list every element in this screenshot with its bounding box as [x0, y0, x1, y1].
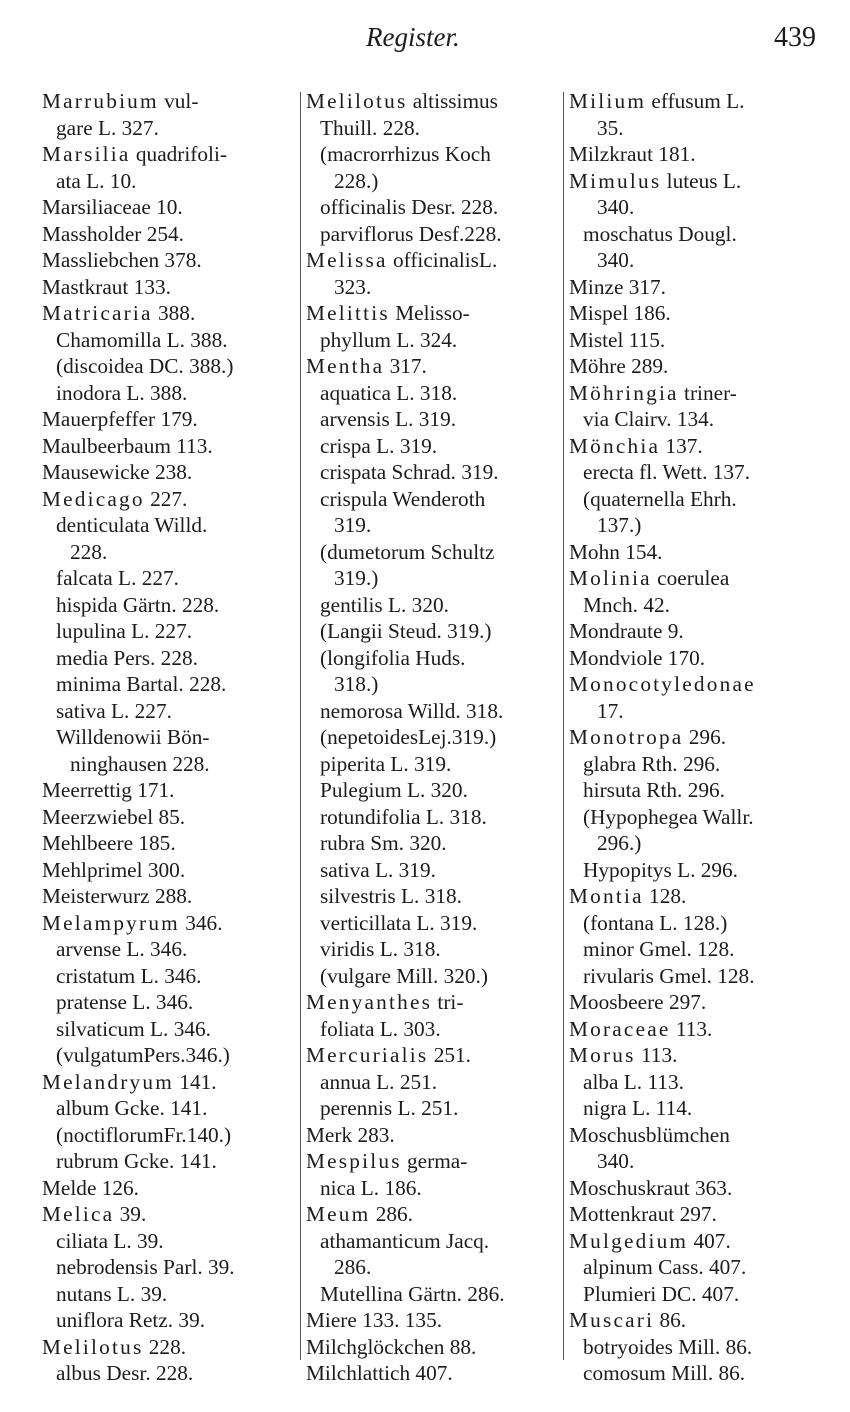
index-subentry: ata L. 10.: [56, 168, 137, 193]
index-subentry: (dumetorum Schultz: [320, 539, 495, 564]
index-subentry: (noctiflorumFr.140.): [56, 1122, 232, 1147]
index-entry: Mottenkraut 297.: [569, 1202, 717, 1226]
index-subentry: crispa L. 319.: [320, 433, 438, 458]
index-subentry: gare L. 327.: [56, 115, 159, 140]
index-subentry: (fontana L. 128.): [583, 910, 728, 935]
index-entry: Milzkraut 181.: [569, 142, 696, 166]
index-subentry: ciliata L. 39.: [56, 1228, 164, 1253]
index-subentry: phyllum L. 324.: [320, 327, 458, 352]
index-entry: Mausewicke 238.: [42, 460, 193, 484]
index-headword-entry: Muscari 86.: [569, 1308, 687, 1332]
index-headword-entry: Mönchia 137.: [569, 433, 703, 458]
page-number: 439: [774, 22, 816, 53]
index-subentry: falcata L. 227.: [56, 566, 179, 590]
index-subentry: 17.: [597, 698, 624, 723]
index-subentry: Mutellina Gärtn. 286.: [320, 1281, 505, 1306]
index-subentry: Pulegium L. 320.: [320, 778, 468, 802]
index-entry: Minze 317.: [569, 274, 667, 299]
index-entry: Mohn 154.: [569, 539, 663, 564]
index-subentry: gentilis L. 320.: [320, 592, 449, 617]
index-subentry: Willdenowii Bön-: [56, 725, 210, 749]
index-subentry: annua L. 251.: [320, 1069, 438, 1094]
index-subentry: (Langii Steud. 319.): [320, 619, 492, 643]
index-subentry: 340.: [597, 1149, 635, 1173]
index-subentry: Mnch. 42.: [583, 592, 670, 617]
index-headword-entry: Matricaria 388.: [42, 301, 196, 325]
index-subentry: botryoides Mill. 86.: [583, 1334, 753, 1359]
index-subentry: 318.): [334, 672, 379, 696]
index-subentry: piperita L. 319.: [320, 751, 452, 776]
index-subentry: hirsuta Rth. 296.: [583, 778, 725, 802]
index-subentry: (macrorrhizus Koch: [320, 142, 491, 166]
index-headword-entry: Melittis Melisso-: [306, 301, 470, 325]
index-entry: Mastkraut 133.: [42, 274, 171, 299]
index-subentry: 323.: [334, 274, 372, 299]
index-subentry: alba L. 113.: [583, 1069, 684, 1094]
index-headword-entry: Marsilia quadrifoli-: [42, 142, 227, 166]
running-title: Register.: [366, 22, 460, 52]
index-subentry: inodora L. 388.: [56, 380, 188, 405]
index-subentry: album Gcke. 141.: [56, 1096, 208, 1120]
index-subentry: arvense L. 346.: [56, 937, 188, 961]
index-subentry: nemorosa Willd. 318.: [320, 698, 504, 723]
page-header: [0, 22, 850, 62]
index-subentry: sativa L. 227.: [56, 698, 172, 723]
index-headword-entry: Morus 113.: [569, 1043, 678, 1067]
index-headword-entry: Melandryum 141.: [42, 1069, 217, 1094]
index-entry: Möhre 289.: [569, 354, 669, 378]
index-entry: Melde 126.: [42, 1175, 140, 1200]
index-subentry: parviflorus Desf.228.: [320, 221, 502, 246]
index-entry: Mistel 115.: [569, 327, 666, 352]
index-entry: Milchlattich 407.: [306, 1361, 453, 1385]
index-subentry: athamanticum Jacq.: [320, 1228, 490, 1253]
index-subentry: uniflora Retz. 39.: [56, 1308, 206, 1332]
index-entry: Merk 283.: [306, 1122, 395, 1147]
index-subentry: comosum Mill. 86.: [583, 1361, 746, 1385]
index-subentry: foliata L. 303.: [320, 1016, 441, 1041]
index-entry: Moschuskraut 363.: [569, 1175, 733, 1200]
index-subentry: aquatica L. 318.: [320, 380, 458, 405]
index-headword-entry: Mentha 317.: [306, 354, 427, 378]
index-headword-entry: Mulgedium 407.: [569, 1228, 731, 1253]
index-headword-entry: Mespilus germa-: [306, 1149, 468, 1173]
index-subentry: 319.): [334, 566, 379, 590]
index-subentry: glabra Rth. 296.: [583, 751, 721, 776]
column-divider: [300, 92, 301, 1360]
index-subentry: via Clairv. 134.: [583, 407, 715, 431]
index-entry: Massliebchen 378.: [42, 248, 202, 272]
index-subentry: rotundifolia L. 318.: [320, 804, 487, 829]
index-subentry: arvensis L. 319.: [320, 407, 457, 431]
index-subentry: (longifolia Huds.: [320, 645, 466, 670]
index-headword-entry: Melilotus 228.: [42, 1334, 187, 1359]
index-subentry: Chamomilla L. 388.: [56, 327, 228, 352]
index-headword-entry: Mimulus luteus L.: [569, 168, 742, 193]
index-headword-entry: Melampyrum 346.: [42, 910, 223, 935]
index-column-1: [42, 88, 298, 1387]
index-subentry: moschatus Dougl.: [583, 221, 737, 246]
index-subentry: media Pers. 228.: [56, 645, 198, 670]
index-subentry: 296.): [597, 831, 642, 855]
index-headword-entry: Melica 39.: [42, 1202, 147, 1226]
index-subentry: lupulina L. 227.: [56, 619, 193, 643]
index-subentry: 137.): [597, 513, 642, 537]
index-subentry: crispula Wenderoth: [320, 486, 486, 511]
index-entry: Moschusblümchen: [569, 1122, 730, 1147]
index-entry: Maulbeerbaum 113.: [42, 433, 213, 458]
index-subentry: albus Desr. 228.: [56, 1361, 194, 1385]
index-subentry: pratense L. 346.: [56, 990, 194, 1014]
index-subentry: 319.: [334, 513, 372, 537]
index-subentry: ninghausen 228.: [70, 751, 210, 776]
index-subentry: erecta fl. Wett. 137.: [583, 460, 751, 484]
index-entry: Moosbeere 297.: [569, 990, 707, 1014]
index-subentry: 35.: [597, 115, 624, 140]
index-subentry: 228.): [334, 168, 379, 193]
index-headword-entry: Milium effusum L.: [569, 89, 745, 113]
index-headword-entry: Meum 286.: [306, 1202, 413, 1226]
index-subentry: alpinum Cass. 407.: [583, 1255, 747, 1279]
index-subentry: Thuill. 228.: [320, 115, 420, 140]
index-subentry: perennis L. 251.: [320, 1096, 459, 1120]
index-headword-entry: Melissa officinalisL.: [306, 248, 498, 272]
index-subentry: rivularis Gmel. 128.: [583, 963, 755, 988]
index-subentry: nigra L. 114.: [583, 1096, 693, 1120]
index-subentry: 228.: [70, 539, 108, 564]
index-headword-entry: Menyanthes tri-: [306, 990, 464, 1014]
index-subentry: nutans L. 39.: [56, 1281, 168, 1306]
index-subentry: 286.: [334, 1255, 372, 1279]
index-subentry: (discoidea DC. 388.): [56, 354, 234, 378]
index-subentry: nebrodensis Parl. 39.: [56, 1255, 235, 1279]
index-subentry: sativa L. 319.: [320, 857, 436, 882]
index-subentry: Hypopitys L. 296.: [583, 857, 738, 882]
index-subentry: nica L. 186.: [320, 1175, 422, 1200]
index-subentry: rubrum Gcke. 141.: [56, 1149, 217, 1173]
index-entry: Mehlprimel 300.: [42, 857, 186, 882]
index-entry: Mauerpfeffer 179.: [42, 407, 198, 431]
index-subentry: silvaticum L. 346.: [56, 1016, 211, 1041]
index-entry: Miere 133. 135.: [306, 1308, 443, 1332]
index-entry: Massholder 254.: [42, 221, 184, 246]
index-subentry: (nepetoidesLej.319.): [320, 725, 497, 749]
index-entry: Mehlbeere 185.: [42, 831, 176, 855]
index-subentry: cristatum L. 346.: [56, 963, 202, 988]
index-subentry: silvestris L. 318.: [320, 884, 462, 908]
index-column-3: [569, 88, 831, 1387]
index-subentry: hispida Gärtn. 228.: [56, 592, 220, 617]
index-headword-entry: Melilotus altissimus: [306, 89, 498, 113]
index-headword-entry: Montia 128.: [569, 884, 687, 908]
index-subentry: minima Bartal. 228.: [56, 672, 227, 696]
index-subentry: rubra Sm. 320.: [320, 831, 447, 855]
index-subentry: denticulata Willd.: [56, 513, 208, 537]
index-entry: Milchglöckchen 88.: [306, 1334, 477, 1359]
index-subentry: (vulgatumPers.346.): [56, 1043, 230, 1067]
index-subentry: 340.: [597, 248, 635, 272]
column-divider: [563, 92, 564, 1360]
index-entry: Mondraute 9.: [569, 619, 684, 643]
index-column-2: [306, 88, 562, 1387]
index-entry: Meerrettig 171.: [42, 778, 175, 802]
index-headword-entry: Monotropa 296.: [569, 725, 727, 749]
index-subentry: verticillata L. 319.: [320, 910, 478, 935]
index-entry: Meisterwurz 288.: [42, 884, 193, 908]
index-entry: Mondviole 170.: [569, 645, 706, 670]
index-entry: Marsiliaceae 10.: [42, 195, 183, 219]
index-subentry: viridis L. 318.: [320, 937, 441, 961]
index-headword-entry: Mercurialis 251.: [306, 1043, 471, 1067]
index-subentry: (quaternella Ehrh.: [583, 486, 737, 511]
index-headword-entry: Moraceae 113.: [569, 1016, 713, 1041]
index-subentry: 340.: [597, 195, 635, 219]
index-headword-entry: Medicago 227.: [42, 486, 188, 511]
index-headword-entry: Monocotyledonae: [569, 672, 756, 696]
index-entry: Mispel 186.: [569, 301, 671, 325]
index-subentry: officinalis Desr. 228.: [320, 195, 499, 219]
index-entry: Meerzwiebel 85.: [42, 804, 186, 829]
index-subentry: minor Gmel. 128.: [583, 937, 735, 961]
index-headword-entry: Marrubium vul-: [42, 89, 199, 113]
index-headword-entry: Molinia coerulea: [569, 566, 730, 590]
index-subentry: Plumieri DC. 407.: [583, 1281, 740, 1306]
index-subentry: crispata Schrad. 319.: [320, 460, 499, 484]
index-headword-entry: Möhringia triner-: [569, 380, 737, 405]
index-subentry: (Hypophegea Wallr.: [583, 804, 754, 829]
index-subentry: (vulgare Mill. 320.): [320, 963, 488, 988]
